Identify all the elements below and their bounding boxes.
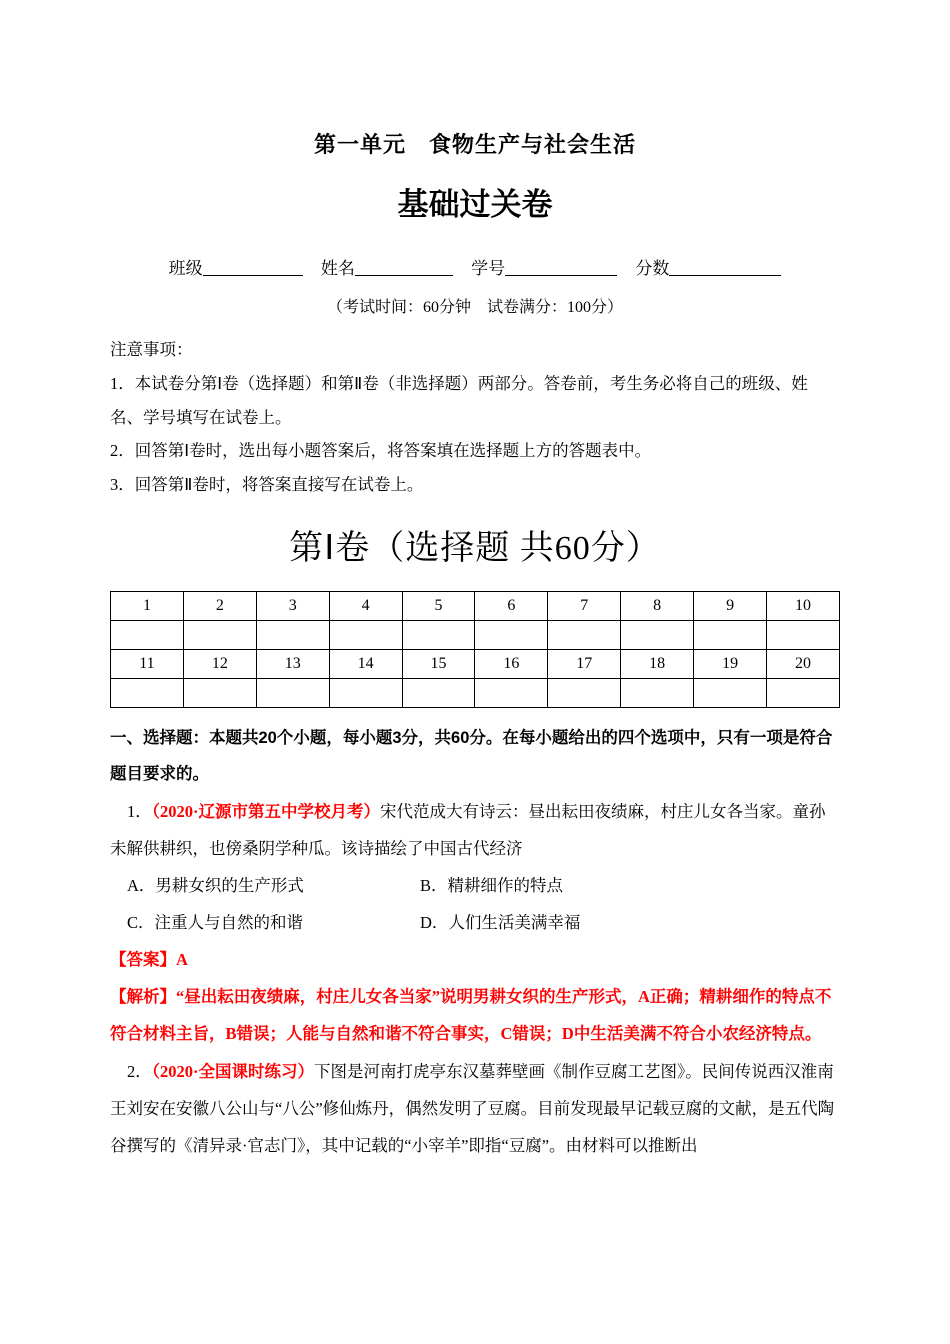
answer-table-number-cell: 10 [767,592,840,621]
answer-table-number-cell: 18 [621,650,694,679]
answer-table-input-cell[interactable] [111,621,184,650]
class-blank[interactable] [203,259,303,276]
answer-table-input-cell[interactable] [256,621,329,650]
unit-title: 第一单元 食物生产与社会生活 [313,132,636,157]
name-label: 姓名 [320,259,355,278]
class-field [169,259,303,278]
answer-table-input-cell[interactable] [402,621,475,650]
answer-table-input-cell[interactable] [329,621,402,650]
answer-table-input-cell[interactable] [694,621,767,650]
answer-table-number-row [111,592,840,621]
answer-table-input-row [111,621,840,650]
notice-item-3: 3．回答第Ⅱ卷时，将答案直接写在试卷上。 [110,475,424,495]
class-label: 班级 [168,259,203,278]
exam-info: （考试时间：60分钟 试卷满分：100分） [326,299,623,316]
score-label: 分数 [635,259,670,278]
selection-instruction: 一、选择题：本题共20个小题，每小题3分，共60分。在每小题给出的四个选项中，只有一项是符合题目要求的。 [110,729,833,784]
answer-table-input-cell[interactable] [767,621,840,650]
question-2 [110,1053,840,1164]
answer-table-number-cell: 5 [402,592,475,621]
answer-table-input-row [111,679,840,708]
answer-table-input-cell[interactable] [402,679,475,708]
student-id-blank[interactable] [505,259,617,276]
answer-table-input-cell[interactable] [475,679,548,708]
answer-table-input-cell[interactable] [767,679,840,708]
score-field [635,259,781,278]
answer-table-input-cell[interactable] [111,679,184,708]
question-1 [110,793,840,867]
answer-table-number-cell: 1 [111,592,184,621]
question-1-answer: 【答案】A [110,950,188,970]
answer-table-number-cell: 2 [183,592,256,621]
student-id-label: 学号 [471,259,506,278]
answer-table-number-cell: 17 [548,650,621,679]
section1-heading: 第Ⅰ卷（选择题 共60分） [289,530,661,568]
student-id-field [471,259,617,278]
answer-table-input-cell[interactable] [475,621,548,650]
answer-table-input-cell[interactable] [183,621,256,650]
question-1-number: 1． [127,801,152,821]
question-1-analysis: 【解析】“昼出耘田夜绩麻，村庄儿女各当家”说明男耕女织的生产形式，A正确；精耕细作的特点不符合材料主旨，B错误；人能与自然和谐不符合事实，C错误；D中生活美满不符合小农经济特点。 [110,987,832,1044]
answer-table-number-cell: 14 [329,650,402,679]
paper-title: 基础过关卷 [397,187,553,222]
student-info-line [110,254,840,279]
option-b: B．精耕细作的特点 [420,875,564,895]
answer-table-number-cell: 13 [256,650,329,679]
answer-table-number-cell: 20 [767,650,840,679]
answer-table-number-row [111,650,840,679]
answer-table-number-cell: 12 [183,650,256,679]
question-2-stem: 下图是河南打虎亭东汉墓葬壁画《制作豆腐工艺图》。民间传说西汉淮南王刘安在安徽八公山与“八公”修仙炼丹，偶然发明了豆腐。目前发现最早记载豆腐的文献，是五代陶谷撰写的《清异录·官志门》，其中记载的“小宰羊”即指“豆腐”。由材料可以推断出 [110,1061,835,1155]
answer-table-number-cell: 9 [694,592,767,621]
answer-table-number-cell: 4 [329,592,402,621]
answer-table-input-cell[interactable] [621,679,694,708]
option-a: A．男耕女织的生产形式 [127,875,304,895]
answer-table-number-cell: 3 [256,592,329,621]
question-2-number: 2． [127,1061,152,1081]
notice-item-1: 1．本试卷分第Ⅰ卷（选择题）和第Ⅱ卷（非选择题）两部分。答卷前，考生务必将自己的班级、姓名、学号填写在试卷上。 [110,373,808,427]
answer-table-number-cell: 16 [475,650,548,679]
question-1-options [127,867,840,941]
score-blank[interactable] [669,259,781,276]
question-1-stem: 宋代范成大有诗云：昼出耘田夜绩麻，村庄儿女各当家。童孙未解供耕织，也傍桑阴学种瓜。该诗描绘了中国古代经济 [110,801,826,858]
answer-table-input-cell[interactable] [548,621,621,650]
name-field [321,259,453,278]
answer-table-number-cell: 19 [694,650,767,679]
option-d: D．人们生活美满幸福 [420,913,581,933]
answer-table-input-cell[interactable] [256,679,329,708]
answer-table-input-cell[interactable] [621,621,694,650]
notices [110,333,840,502]
answer-table-number-cell: 15 [402,650,475,679]
question-1-source: （2020·辽源市第五中学校月考） [151,801,381,821]
option-c: C．注重人与自然的和谐 [127,913,304,933]
answer-table-input-cell[interactable] [548,679,621,708]
answer-table-input-cell[interactable] [183,679,256,708]
question-2-source: （2020·全国课时练习） [151,1061,315,1081]
answer-table-number-cell: 7 [548,592,621,621]
notice-item-2: 2．回答第Ⅰ卷时，选出每小题答案后，将答案填在选择题上方的答题表中。 [110,441,652,461]
answer-table-number-cell: 8 [621,592,694,621]
answer-table-number-cell: 11 [111,650,184,679]
name-blank[interactable] [355,259,453,276]
answer-table-input-cell[interactable] [329,679,402,708]
notices-title: 注意事项： [110,340,193,359]
answer-table-number-cell: 6 [475,592,548,621]
answer-table-input-cell[interactable] [694,679,767,708]
answer-sheet-table [110,591,840,708]
